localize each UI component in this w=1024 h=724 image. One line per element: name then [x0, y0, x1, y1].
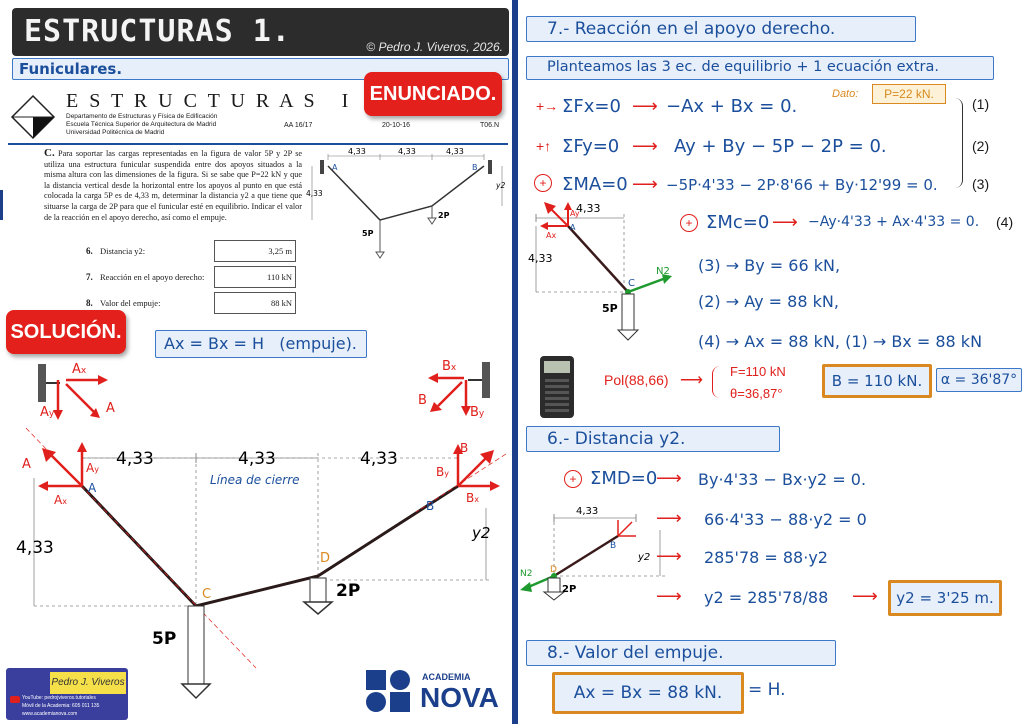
phone-line: Móvil de la Academia: 605 011 135: [22, 703, 100, 709]
hypothesis-text: Ax = Bx = H (empuje).: [164, 334, 357, 353]
department-line-2: Escuela Técnica Superior de Arquitectura de Madrid: [66, 121, 217, 128]
code-label: T06.N: [480, 122, 500, 129]
answer-value: 110 kN: [267, 272, 292, 282]
pol-brace: [712, 366, 721, 398]
section6-figure: [520, 500, 670, 604]
answer-num: 6.: [86, 246, 93, 256]
sol-By-mid: By: [436, 465, 449, 479]
empuje-result: Ax = Bx = 88 kN.: [573, 683, 723, 703]
nova-icon: [366, 668, 412, 714]
s7-fig-A: A: [570, 223, 576, 232]
fig-y2: y2: [496, 181, 506, 190]
yt-line: YouTube: pedrojviveros.tutoriales: [22, 695, 96, 701]
sol-Ax-top: Ax: [72, 362, 87, 377]
sol-y2: y2: [472, 524, 491, 542]
sol-C: C: [202, 587, 212, 602]
s7-fig-C: C: [628, 278, 635, 289]
answer-value-box: [214, 240, 296, 262]
section8-title: 8.- Valor del empuje.: [547, 643, 724, 663]
page-title: ESTRUCTURAS 1.: [24, 14, 291, 49]
section7-subtitle: Planteamos las 3 ec. de equilibrio + 1 ecuación extra.: [547, 59, 939, 75]
s6-eq-rhs: By·4'33 − Bx·y2 = 0.: [698, 470, 867, 489]
year-label: AA 16/17: [284, 122, 313, 129]
department-line-1: Departamento de Estructuras y Física de Edificación: [66, 113, 218, 120]
header-rule: [8, 143, 508, 145]
s6-result-arrow: ⟶: [852, 586, 878, 606]
s6-eq-icon: +: [564, 470, 582, 488]
course-logo: [8, 92, 58, 142]
eq3-rhs: −5P·4'33 − 2P·8'66 + By·12'99 = 0.: [666, 176, 938, 194]
section6-heading: [526, 426, 780, 452]
answer-value-box: [214, 292, 296, 314]
sol-load-5p: 5P: [152, 629, 177, 649]
s6-step2-arrow: ⟶: [656, 546, 682, 566]
s6-eq-arrow: ⟶: [656, 468, 682, 488]
eq1-lhs: ΣFx=0: [562, 96, 621, 117]
fig-dimv: 4,33: [306, 189, 323, 198]
equations-brace: [952, 98, 963, 188]
sol-load-2p: 2P: [336, 581, 361, 601]
sol-A: A: [88, 481, 97, 495]
eq1-icon: +→: [536, 98, 559, 114]
s6-fig-dim: 4,33: [576, 506, 599, 517]
s6-fig-D: D: [550, 565, 557, 575]
alpha-result: α = 36'87°: [940, 372, 1018, 388]
s6-step2: 285'78 = 88·y2: [704, 548, 828, 567]
eq4-lhs: ΣMc=0: [706, 212, 770, 233]
statement-figure: [306, 148, 512, 262]
date-label: 20-10-16: [382, 122, 411, 129]
eq2-arrow: ⟶: [632, 136, 658, 156]
fig-A: A: [332, 163, 338, 172]
sol-Bx-mid: Bx: [466, 491, 479, 505]
y2-result-box: [888, 580, 1002, 616]
answer-label: Distancia y2:: [100, 246, 146, 256]
s7-fig-load: 5P: [602, 302, 618, 315]
eq2-num: (2): [972, 138, 990, 154]
problem-text: Para soportar las cargas representadas en la figura de valor 5P y 2P se utiliza una estructura funicular suspendida entre dos apoyos situados a la misma altura con las dimensiones de la figura. Si se sabe que P=22 kN y que la distancia vertical desde la horizontal entre los apoyos al punto en que está colocada la carga 5P es de 4,33 m, determinar la distancia y2 a que tiene que situarse la carga de 2P para que el funicular esté en equilibrio. Indicar el valor de la reacción en el apoyo derecho, así como el empuje.: [44, 149, 303, 222]
section7-subheading: [526, 56, 994, 80]
eq1-num: (1): [972, 96, 990, 112]
solucion-label: SOLUCIÓN.: [10, 321, 122, 343]
s6-step1-arrow: ⟶: [656, 508, 682, 528]
author-signature: Pedro J. Viveros: [50, 672, 126, 694]
answer-label: Valor del empuje:: [100, 298, 161, 308]
sol-Ay-top: Ay: [40, 405, 55, 420]
fig-load-2p: 2P: [438, 211, 450, 220]
answer-value-box: [214, 266, 296, 288]
sol-B-top: B: [418, 393, 427, 408]
result-By: (3) → By = 66 kN,: [698, 256, 841, 275]
closing-line-label: Línea de cierre: [210, 473, 300, 487]
s6-fig-load: 2P: [562, 584, 577, 595]
sol-B-mid: B: [460, 441, 469, 455]
academy-logo: [366, 668, 506, 718]
author-logo: [6, 668, 128, 720]
problem-statement: [44, 148, 302, 223]
fig-B: B: [472, 163, 478, 172]
sol-dim-2: 4,33: [238, 449, 276, 469]
sol-dim-1: 4,33: [116, 449, 154, 469]
section7-title: 7.- Reacción en el apoyo derecho.: [547, 19, 836, 39]
subtitle: Funiculares.: [19, 60, 123, 78]
eq2-lhs: ΣFy=0: [562, 136, 620, 157]
s6-step3: y2 = 285'78/88: [704, 588, 829, 607]
sol-Bx-top: Bx: [442, 359, 457, 374]
answer-num: 8.: [86, 298, 93, 308]
eq4-num: (4): [996, 214, 1014, 230]
sol-dimv: 4,33: [16, 538, 54, 558]
enunciado-badge: [364, 72, 502, 116]
fig-dim-3: 4,33: [446, 148, 464, 156]
s6-fig-y2: y2: [638, 552, 651, 563]
eq1-rhs: −Ax + Bx = 0.: [666, 96, 798, 117]
sol-Ax-mid: Ax: [54, 493, 67, 507]
B-result: B = 110 kN.: [831, 372, 923, 390]
sol-A-mid: A: [22, 457, 31, 472]
y2-result: y2 = 3'25 m.: [896, 589, 994, 607]
s6-fig-N: N2: [520, 569, 533, 579]
fig-dim-2: 4,33: [398, 148, 416, 156]
s7-fig-Ay: Ay: [570, 209, 580, 218]
sol-D: D: [320, 551, 331, 566]
youtube-icon: [10, 696, 20, 703]
eq2-rhs: Ay + By − 5P − 2P = 0.: [674, 136, 887, 157]
fig-load-5p: 5P: [362, 229, 374, 238]
s7-fig-Ax: Ax: [546, 231, 557, 240]
B-result-box: [822, 364, 932, 398]
data-box: [872, 84, 946, 104]
academy-small: ACADEMIA: [422, 672, 471, 682]
answer-row-7: [86, 266, 296, 288]
course-title: E S T R U C T U R A S I: [66, 90, 352, 112]
s6-fig-B: B: [610, 541, 617, 551]
alpha-result-box: [936, 368, 1022, 392]
empuje-suffix: = H.: [748, 680, 786, 700]
section7-heading: [526, 16, 916, 42]
department-line-3: Universidad Politécnica de Madrid: [66, 129, 165, 136]
s6-step1: 66·4'33 − 88·y2 = 0: [704, 510, 867, 529]
hypothesis-box: [155, 330, 367, 358]
fig-dim-1: 4,33: [348, 148, 366, 156]
empuje-result-box: [552, 672, 744, 714]
s7-fig-dim-v: 4,33: [528, 252, 553, 265]
solucion-badge: [6, 310, 126, 354]
pol-expression: Pol(88,66): [604, 372, 669, 388]
academy-big: NOVA: [420, 682, 499, 713]
eq3-icon: +: [534, 174, 552, 192]
data-value: P=22 kN.: [884, 87, 934, 101]
problem-letter: C.: [44, 147, 55, 159]
eq1-arrow: ⟶: [632, 96, 658, 116]
s6-step3-arrow: ⟶: [656, 586, 682, 606]
data-label: Dato:: [832, 88, 859, 100]
result-Ay: (2) → Ay = 88 kN,: [698, 292, 839, 311]
result-Ax-Bx: (4) → Ax = 88 kN, (1) → Bx = 88 kN: [698, 332, 983, 351]
sol-A-top: A: [106, 401, 115, 416]
sol-B: B: [426, 499, 435, 513]
eq4-icon: +: [680, 214, 698, 232]
section7-figure: [524, 196, 680, 342]
sol-dim-3: 4,33: [360, 449, 398, 469]
pol-arrow: ⟶: [680, 372, 703, 389]
answer-row-6: [86, 240, 296, 262]
pol-theta: θ=36,87°: [730, 386, 783, 401]
eq3-arrow: ⟶: [632, 174, 658, 194]
sol-By-top: By: [470, 405, 485, 420]
vertical-divider: [512, 0, 518, 724]
s7-fig-N: N2: [656, 266, 670, 277]
title-bar: [12, 8, 509, 56]
web-line: www.academianova.com: [22, 711, 78, 717]
solution-figure: [6, 358, 506, 700]
enunciado-label: ENUNCIADO.: [369, 83, 497, 105]
calculator-icon: [540, 356, 574, 418]
s7-fig-dim-h: 4,33: [576, 202, 601, 215]
eq4-rhs: −Ay·4'33 + Ax·4'33 = 0.: [808, 214, 980, 230]
left-accent: [0, 190, 3, 220]
copyright: © Pedro J. Viveros, 2026.: [366, 40, 503, 54]
answer-value: 88 kN: [270, 298, 292, 308]
pol-F: F=110 kN: [730, 364, 786, 379]
answer-num: 7.: [86, 272, 93, 282]
s6-eq-lhs: ΣMD=0: [590, 468, 658, 489]
eq3-lhs: ΣMA=0: [562, 174, 628, 195]
answer-value: 3,25 m: [268, 246, 292, 256]
eq2-icon: +↑: [536, 138, 552, 154]
section8-heading: [526, 640, 836, 666]
section6-title: 6.- Distancia y2.: [547, 429, 686, 449]
eq4-arrow: ⟶: [772, 212, 798, 232]
answer-label: Reacción en el apoyo derecho:: [100, 272, 205, 282]
eq3-num: (3): [972, 176, 990, 192]
sol-Ay-mid: Ay: [86, 461, 99, 475]
